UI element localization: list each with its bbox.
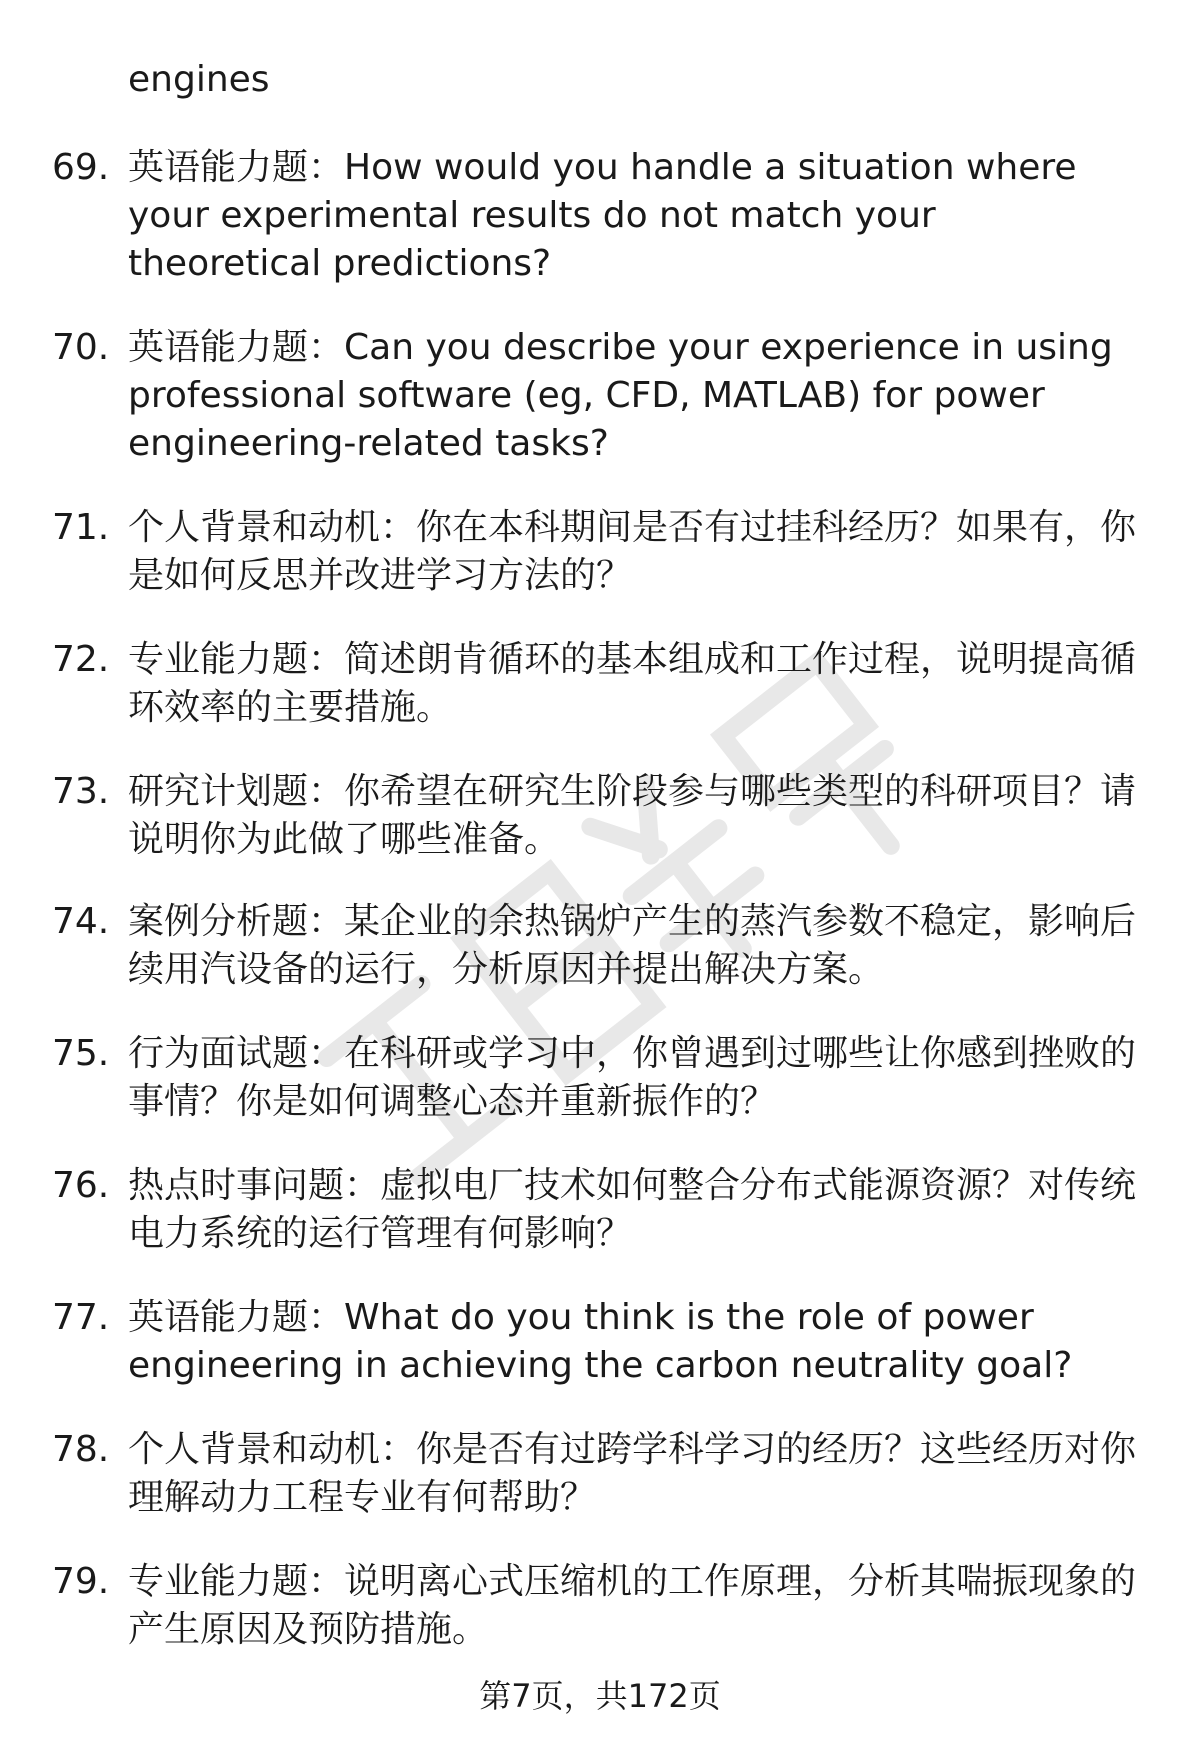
question-number: 75. — [52, 1033, 110, 1074]
question-number: 79. — [52, 1561, 110, 1602]
question-text: 专业能力题：简述朗肯循环的基本组成和工作过程，说明提高循环效率的主要措施。 — [128, 639, 1137, 728]
continuation-text: engines — [128, 59, 270, 100]
question-text: 个人背景和动机：你在本科期间是否有过挂科经历？如果有，你是如何反思并改进学习方法的？ — [128, 507, 1137, 596]
question-text: 热点时事问题：虚拟电厂技术如何整合分布式能源资源？对传统电力系统的运行管理有何影响？ — [128, 1165, 1137, 1254]
question-text: 英语能力题：Can you describe your experience in using professional software (eg, CFD, MATLAB) for power engineering-related tasks? — [128, 327, 1113, 464]
question-text: 英语能力题：What do you think is the role of power engineering in achieving the carbon neutrality goal? — [128, 1297, 1073, 1386]
page-footer: 第7页，共172页 — [479, 1677, 721, 1715]
question-text: 研究计划题：你希望在研究生阶段参与哪些类型的科研项目？请说明你为此做了哪些准备。 — [128, 771, 1137, 860]
question-number: 73. — [52, 771, 110, 812]
question-number: 74. — [52, 901, 110, 942]
question-number: 72. — [52, 639, 110, 680]
question-text: 案例分析题：某企业的余热锅炉产生的蒸汽参数不稳定，影响后续用汽设备的运行，分析原因并提出解决方案。 — [128, 901, 1137, 990]
question-number: 71. — [52, 507, 110, 548]
question-text: 专业能力题：说明离心式压缩机的工作原理，分析其喘振现象的产生原因及预防措施。 — [128, 1561, 1137, 1650]
question-number: 69. — [52, 147, 110, 188]
question-number: 78. — [52, 1429, 110, 1470]
question-number: 77. — [52, 1297, 110, 1338]
question-number: 70. — [52, 327, 110, 368]
question-text: 英语能力题：How would you handle a situation where your experimental results do not match your theoretical predictions? — [128, 147, 1077, 284]
question-number: 76. — [52, 1165, 110, 1206]
question-text: 个人背景和动机：你是否有过跨学科学习的经历？这些经历对你理解动力工程专业有何帮助？ — [128, 1429, 1137, 1518]
question-text: 行为面试题：在科研或学习中，你曾遇到过哪些让你感到挫败的事情？你是如何调整心态并重新振作的？ — [128, 1033, 1137, 1122]
